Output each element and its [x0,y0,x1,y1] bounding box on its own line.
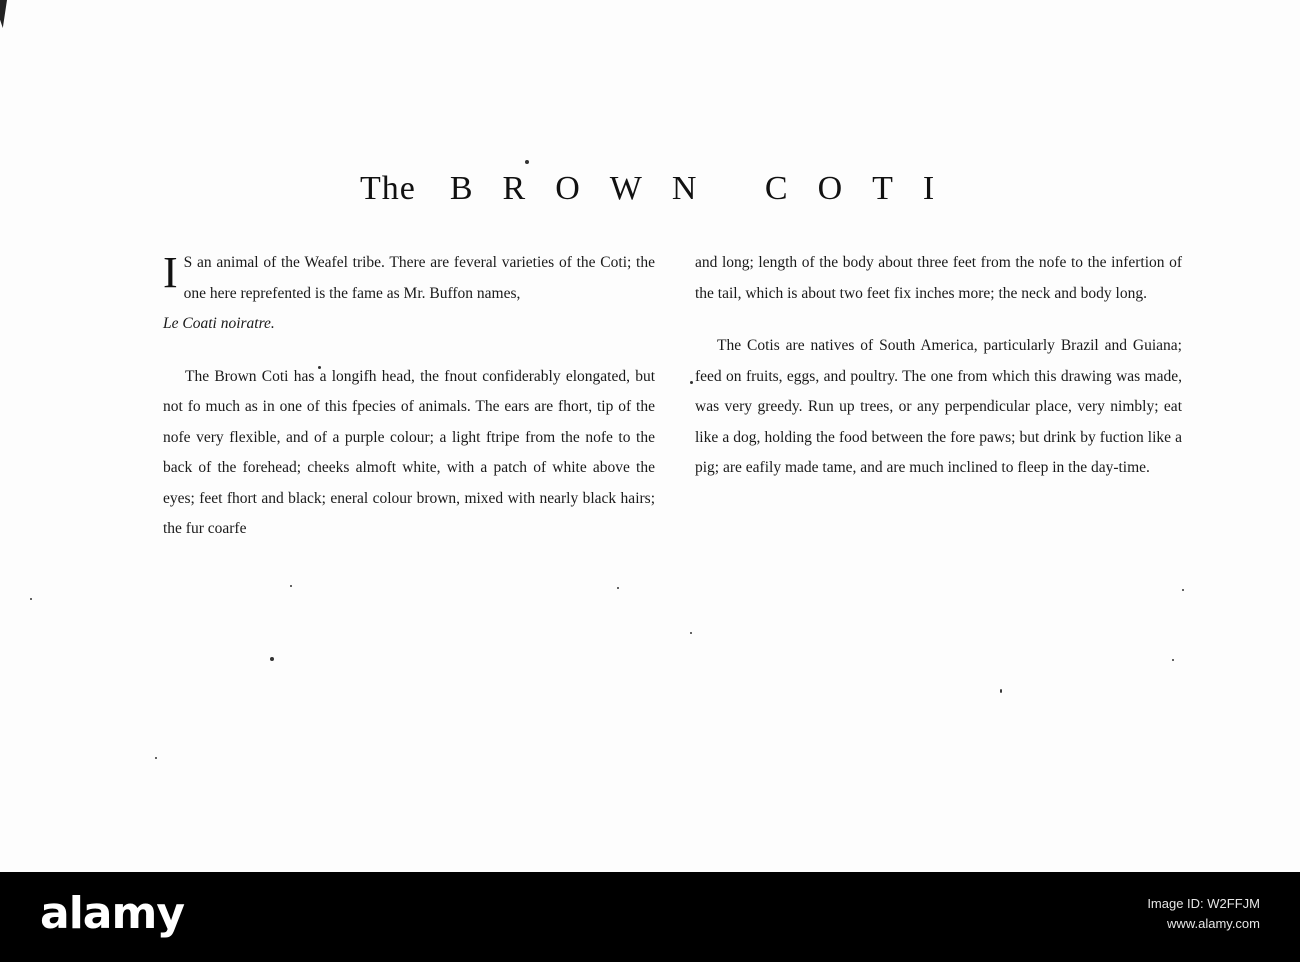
left-paragraph-1-text: S an animal of the Weafel tribe. There are feveral varieties of the Coti; the one here reprefented is the fame as Mr. Buffon names, [183,254,655,302]
left-paragraph-1-italic: Le Coati noiratre. [163,315,275,332]
dust-speck [290,585,292,587]
left-column [163,248,655,545]
alamy-logo: alamy [40,888,184,939]
dust-speck [1182,589,1184,591]
scan-edge-mark [0,0,7,28]
dust-speck [690,381,693,384]
dust-speck [1000,689,1002,693]
dust-speck [525,160,529,164]
left-paragraph-1 [163,248,655,340]
footer-meta [1147,894,1260,934]
dust-speck [155,757,157,759]
dust-speck [617,587,619,589]
dust-speck [690,632,692,634]
title-lead: The [360,170,416,207]
site-link[interactable]: www.alamy.com [1167,916,1260,931]
left-paragraph-2: The Brown Coti has a longifh head, the fnout confiderably elongated, but not fo much as in one of this fpecies of animals. The ears are fhort, tip of the nofe very flexible, and of a purple colour; a light ftripe from the nofe to the back of the forehead; cheeks almoft white, with a patch of white above the eyes; feet fhort and black; eneral colour brown, mixed with nearly black hairs; the fur coarfe [163,367,655,537]
dust-speck [1172,659,1174,661]
page-title [360,170,1000,208]
right-paragraph-2: The Cotis are natives of South America, particularly Brazil and Guiana; feed on fruits, eggs, and poultry. The one from which this drawing was made, was very greedy. Run up trees, or any perpendicular place, very nimbly; eat like a dog, holding the food between the fore paws; but drink by fuction like a pig; are eafily made tame, and are much inclined to fleep in the day-time. [695,337,1182,476]
drop-cap: I [163,248,178,297]
image-id-label: Image ID: W2FFJM [1147,896,1260,911]
right-paragraph-1: and long; length of the body about three feet from the nofe to the infertion of the tail, which is about two feet fix inches more; the neck and body long. [695,254,1182,302]
dust-speck [30,598,32,600]
stock-photo-footer [0,872,1300,962]
dust-speck [270,657,274,661]
title-main: BROWN COTI [449,170,965,207]
right-column [695,248,1182,484]
